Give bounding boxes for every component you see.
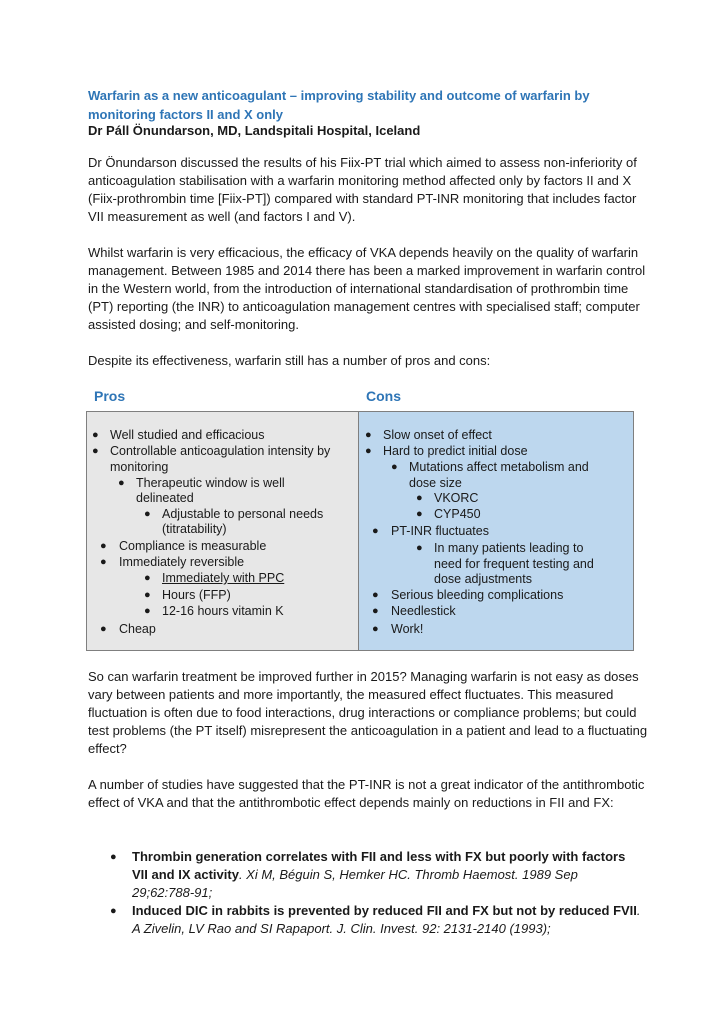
- list-item: 12-16 hours vitamin K: [162, 604, 284, 618]
- intro-paragraph-3: Despite its effectiveness, warfarin still has a number of pros and cons:: [88, 353, 491, 368]
- reference-bullet: ●: [110, 851, 117, 863]
- list-item: Adjustable to personal needs: [162, 507, 324, 521]
- reference-citation: . Xi M, Béguin S, Hemker HC. Thromb Haemost. 1989 Sep 29;62:788-91;: [132, 867, 578, 900]
- list-item: (titratability): [162, 522, 227, 536]
- list-item: delineated: [136, 491, 194, 505]
- list-item: Therapeutic window is well: [136, 476, 285, 490]
- body-paragraph-4: So can warfarin treatment be improved further in 2015? Managing warfarin is not easy as doses vary between patients and more importantly, the measured effect fluctuates. This measured fluctuation is often due to food interactions, drug interactions or compliance problems; but could test problems (the PT itself) misrepresent the anticoagulation in a patient and lead to a fluctuating effect?: [88, 669, 648, 756]
- list-item: Immediately reversible: [119, 555, 245, 569]
- list-item: need for frequent testing and: [434, 557, 594, 571]
- list-item: Slow onset of effect: [383, 428, 492, 442]
- list-item: VKORC: [434, 491, 479, 505]
- list-item: Mutations affect metabolism and: [409, 460, 589, 474]
- list-item: Work!: [391, 622, 424, 636]
- list-item: Hours (FFP): [162, 588, 231, 602]
- list-item: Immediately with PPC: [162, 571, 285, 585]
- list-item: Cheap: [119, 622, 156, 636]
- intro-paragraph-2: Whilst warfarin is very efficacious, the efficacy of VKA depends heavily on the quality of warfarin management. Between 1985 and 2014 there has been a marked improvement in warfarin control in the Western world, from the introduction of international standardisation of prothrombin time (PT) reporting (the INR) to anticoagulation management centres with specialised staff; computer assisted dosing; and self-monitoring.: [88, 245, 646, 332]
- article-author: Dr Páll Önundarson, MD, Landspitali Hospital, Iceland: [88, 123, 421, 138]
- reference-bullet: ●: [110, 905, 117, 917]
- pros-header: Pros: [94, 388, 126, 404]
- cons-header: Cons: [366, 388, 401, 404]
- article-title: Warfarin as a new anticoagulant – improving stability and outcome of warfarin by monitoring factors II and X only: [88, 88, 590, 122]
- list-item: PT-INR fluctuates: [391, 524, 489, 538]
- list-item: Serious bleeding complications: [391, 588, 564, 602]
- reference-item: [132, 902, 642, 938]
- intro-paragraph-1: Dr Önundarson discussed the results of his Fiix-PT trial which aimed to assess non-inferiority of anticoagulation stabilisation with a warfarin monitoring method affected only by factors II and X (Fiix-prothrombin time [Fiix-PT]) compared with standard PT-INR monitoring that includes factor VII measurement as well (and factors I and V).: [88, 155, 637, 224]
- list-item: Well studied and efficacious: [110, 428, 265, 442]
- list-item: dose adjustments: [434, 572, 532, 586]
- reference-item: [132, 848, 642, 902]
- list-item: monitoring: [110, 460, 169, 474]
- reference-finding: Induced DIC in rabbits is prevented by reduced FII and FX but not by reduced FVII: [132, 903, 637, 918]
- body-paragraph-5: A number of studies have suggested that the PT-INR is not a great indicator of the antithrombotic effect of VKA and that the antithrombotic effect depends mainly on reductions in FII and FX:: [88, 777, 645, 810]
- list-item: In many patients leading to: [434, 541, 584, 555]
- list-item: CYP450: [434, 507, 481, 521]
- list-item: Needlestick: [391, 604, 456, 618]
- list-item: dose size: [409, 476, 462, 490]
- reference-citation: . A Zivelin, LV Rao and SI Rapaport. J. Clin. Invest. 92: 2131-2140 (1993);: [132, 903, 641, 936]
- document-page: Warfarin as a new anticoagulant – improving stability and outcome of warfarin by monitoring factors II and X only Dr Páll Önundarson, MD, Landspitali Hospital, Iceland Dr Önundarson discussed the results of his Fiix-PT trial which aimed to assess non-inferiority of anticoagulation stabilisation with a warfarin monitoring method affected only by factors II and X (Fiix-prothrombin time [Fiix-PT]) compared with standard PT-INR monitoring that includes factor VII measurement as well (and factors I and V). Whilst warfarin is very efficacious, the efficacy of VKA depends heavily on the quality of warfarin management. Between 1985 and 2014 there has been a marked improvement in warfarin control in the Western world, from the introduction of international standardisation of prothrombin time (PT) reporting (the INR) to anticoagulation management centres with specialised staff; computer assisted dosing; and self-monitoring. Despite its effectiveness, warfarin still has a number of pros and cons: Pros Cons ● Well studied and efficacious ● Controllable anticoagulation intensity by monitoring ● Therapeutic window is well delineated ● Adjustable to personal needs (titratability) ● Compliance is measurable ● Immediately reversible ● Immediately with PPC ● Hours (FFP) ● 12-16 hours vitamin K ● Cheap ● Slow onset of effect ● Hard to predict initial dose ● Mutations affect metabolism and dose size ● VKORC ● CYP450 ● PT-INR fluctuates ● In many patients leading to need for frequent testing and dose adjustments ● Serious bleeding complications ● Needlestick ● Work! So can warfarin treatment be improved further in 2015? Managing warfarin is not easy as doses vary between patients and more importantly, the measured effect fluctuates. This measured fluctuation is often due to food interactions, drug interactions or compliance problems; but could test problems (the PT itself) misrepresent the anticoagulation in a patient and lead to a fluctuating effect? A number of studies have suggested that the PT-INR is not a great indicator of the antithrombotic effect of VKA and that the antithrombotic effect depends mainly on reductions in FII and FX: ● Thrombin generation correlates with FII and less with FX but poorly with factors VII and IX activity. Xi M, Béguin S, Hemker HC. Thromb Haemost. 1989 Sep 29;62:788-91; ● Induced DIC in rabbits is prevented by reduced FII and FX but not by reduced FVII. A Zivelin, LV Rao and SI Rapaport. J. Clin. Invest. 92: 2131-2140 (1993);: [88, 88, 648, 936]
- list-item: Hard to predict initial dose: [383, 444, 528, 458]
- reference-finding: Thrombin generation correlates with FII and less with FX but poorly with factors VII and IX activity: [132, 849, 626, 882]
- list-item: Controllable anticoagulation intensity by: [110, 444, 331, 458]
- list-item: Compliance is measurable: [119, 539, 267, 553]
